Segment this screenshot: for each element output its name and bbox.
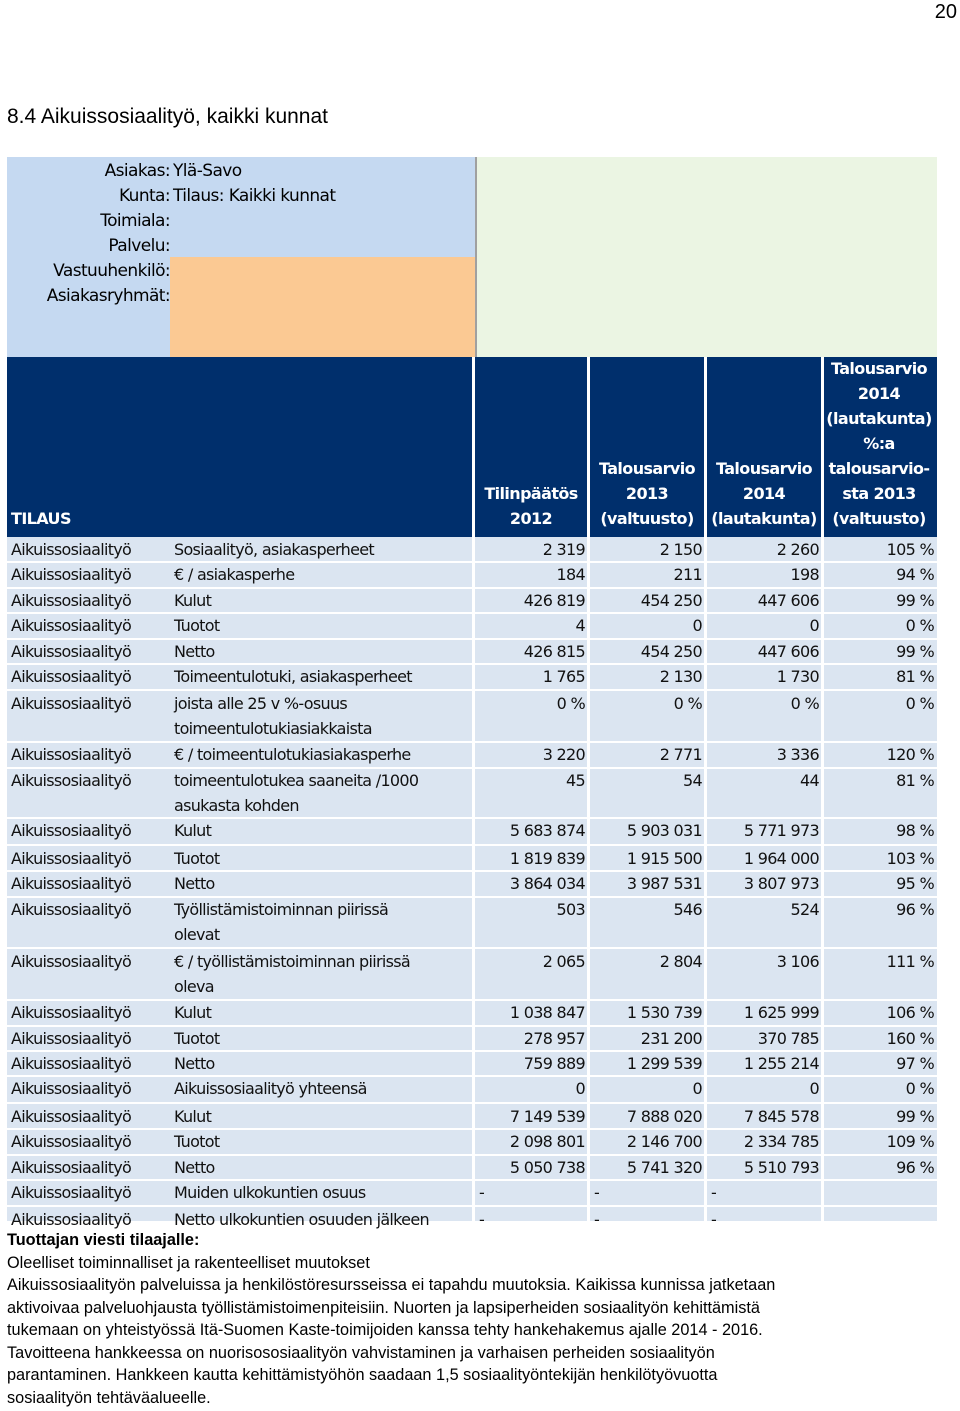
info-label: Toimiala: <box>100 211 170 231</box>
cell-item <box>174 639 474 664</box>
header-tilinpaatos-2012: Tilinpäätös 2012 <box>484 484 578 528</box>
cell-tp2012: 1 819 839 <box>509 848 585 868</box>
cell-item-line: Kulut <box>174 1106 212 1126</box>
cell-unit: Aikuissosiaalityö <box>11 1079 132 1099</box>
cell-ta2013: 0 <box>692 616 702 636</box>
cell-unit: Aikuissosiaalityö <box>11 1003 132 1023</box>
cell-tp2012: 5 050 738 <box>509 1157 585 1177</box>
message-line: Tavoitteena hankkeessa on nuorisososiaalityön vahvistaminen ja varhaisen perheiden sosiaalityön <box>7 1343 715 1362</box>
header-talousarvio-2013: Talousarvio 2013 (valtuusto) <box>598 459 696 528</box>
cell-tp2012: 503 <box>556 899 585 919</box>
cell-tp2012: 3 220 <box>542 745 585 765</box>
cell-item <box>174 871 474 896</box>
cell-unit: Aikuissosiaalityö <box>11 565 132 585</box>
message-line: Aikuissosiaalityön palveluissa ja henkilöstöresursseissa ei tapahdu muutoksia. Kaikissa kunnissa jatketaan <box>7 1276 776 1294</box>
message-line: sosiaalityön tehtäväalueelle. <box>7 1388 211 1407</box>
cell-ta2014: 1 625 999 <box>743 1003 819 1023</box>
info-row <box>7 284 477 309</box>
cell-tp2012: 759 889 <box>523 1054 585 1073</box>
cell-item-line: toimeentulotukiasiakkaista <box>174 719 372 739</box>
cell-tp2012: 7 149 539 <box>509 1106 585 1126</box>
cell-item <box>174 846 474 871</box>
cell-ta2013: 2 771 <box>659 745 702 765</box>
cell-tp2012: - <box>479 1210 485 1230</box>
cell-unit: Aikuissosiaalityö <box>11 874 132 894</box>
cell-ta2013: - <box>594 1183 600 1202</box>
page-number: 20 <box>934 1 957 23</box>
message-line: aktivoivaa palveluohjausta työllistämistoimenpiteisiin. Nuorten ja lapsiperheiden sosiaalityön kehittämistä <box>7 1298 760 1317</box>
cell-unit: Aikuissosiaalityö <box>11 641 132 661</box>
cell-tp2012: 184 <box>556 565 585 585</box>
cell-pct: 81 % <box>896 770 934 790</box>
column-divider <box>704 537 707 1221</box>
cell-tp2012: 5 683 874 <box>509 821 585 841</box>
cell-item <box>174 1155 474 1180</box>
info-row <box>7 159 477 184</box>
cell-item <box>174 949 474 999</box>
cell-item-line: asukasta kohden <box>174 795 299 815</box>
cell-item <box>174 1129 474 1154</box>
cell-ta2013: 5 903 031 <box>626 821 702 841</box>
cell-item <box>174 588 474 613</box>
cell-ta2014: 447 606 <box>757 590 819 610</box>
cell-ta2014: 524 <box>790 899 819 919</box>
cell-ta2013: 2 130 <box>659 667 702 686</box>
cell-tp2012: 0 <box>575 1079 585 1099</box>
cell-ta2014: 5 510 793 <box>743 1157 819 1177</box>
header-talousarvio-2014: Talousarvio 2014 (lautakunta) <box>711 459 817 528</box>
cell-ta2013: 1 915 500 <box>626 848 702 868</box>
cell-unit: Aikuissosiaalityö <box>11 770 132 790</box>
cell-tp2012: 1 765 <box>542 667 585 686</box>
cell-item-line: € / asiakasperhe <box>174 565 295 585</box>
cell-item-line: Tuotot <box>174 848 220 868</box>
cell-item <box>174 537 474 562</box>
cell-item <box>174 818 474 843</box>
cell-unit: Aikuissosiaalityö <box>11 1157 132 1177</box>
column-divider <box>587 537 590 1221</box>
header-percent-change: Talousarvio 2014 (lautakunta) %:a talousarvio- sta 2013 (valtuusto) <box>826 359 932 528</box>
cell-unit: Aikuissosiaalityö <box>11 1106 132 1126</box>
cell-pct: 0 % <box>905 1079 934 1099</box>
cell-item-line: Kulut <box>174 590 212 610</box>
cell-tp2012: 2 319 <box>542 540 585 559</box>
cell-item-line: € / työllistämistoiminnan piirissä <box>174 952 410 972</box>
cell-item-line: Netto <box>174 641 215 661</box>
cell-ta2014: 1 255 214 <box>743 1054 819 1073</box>
cell-pct: 96 % <box>896 899 934 919</box>
cell-item-line: Netto ulkokuntien osuuden jälkeen <box>174 1210 429 1230</box>
cell-ta2013: 3 987 531 <box>626 874 702 894</box>
column-divider <box>821 537 824 1221</box>
info-label: Kunta: <box>118 186 170 206</box>
cell-item-line: Netto <box>174 1054 215 1073</box>
cell-pct: 96 % <box>896 1157 934 1177</box>
cell-ta2013: 231 200 <box>640 1028 702 1048</box>
cell-pct: 97 % <box>896 1054 934 1073</box>
cell-ta2014: 2 334 785 <box>743 1132 819 1152</box>
cell-item-line: Tuotot <box>174 616 220 636</box>
cell-ta2013: 454 250 <box>640 641 702 661</box>
cell-tp2012: 0 % <box>556 694 585 714</box>
info-label: Asiakasryhmät: <box>46 286 170 306</box>
cell-tp2012: 2 098 801 <box>509 1132 585 1152</box>
cell-item-line: Työllistämistoiminnan piirissä <box>174 899 389 919</box>
cell-ta2013: 2 146 700 <box>626 1132 702 1152</box>
cell-ta2014: - <box>711 1210 717 1230</box>
cell-tp2012: 4 <box>575 616 585 636</box>
info-block <box>7 157 937 357</box>
message-line: Oleelliset toiminnalliset ja rakenteelliset muutokset <box>7 1253 370 1272</box>
cell-tp2012: 45 <box>566 770 585 790</box>
cell-ta2014: 3 106 <box>776 952 819 972</box>
cell-ta2014: 2 260 <box>776 540 819 559</box>
info-label: Palvelu: <box>108 236 170 256</box>
cell-ta2014: - <box>711 1183 717 1202</box>
cell-item-line: Toimeentulotuki, asiakasperheet <box>174 667 412 686</box>
cell-unit: Aikuissosiaalityö <box>11 616 132 636</box>
budget-table <box>7 357 937 1230</box>
cell-ta2014: 370 785 <box>757 1028 819 1048</box>
cell-ta2013: - <box>594 1210 600 1230</box>
message-title: Tuottajan viesti tilaajalle: <box>7 1231 200 1249</box>
cell-item-line: Netto <box>174 1157 215 1177</box>
cell-tp2012: 426 819 <box>523 590 585 610</box>
cell-tp2012: - <box>479 1183 485 1202</box>
cell-pct: 0 % <box>905 694 934 714</box>
cell-ta2013: 546 <box>673 899 702 919</box>
cell-pct: 94 % <box>896 565 934 585</box>
cell-item <box>174 897 474 947</box>
cell-pct: 106 % <box>886 1003 934 1023</box>
cell-ta2014: 0 <box>809 616 819 636</box>
cell-pct: 109 % <box>886 1132 934 1152</box>
cell-unit: Aikuissosiaalityö <box>11 667 132 686</box>
cell-item-line: € / toimeentulotukiasiakasperhe <box>174 745 411 765</box>
info-row <box>7 184 477 209</box>
cell-ta2013: 211 <box>673 565 702 585</box>
cell-item <box>174 613 474 638</box>
cell-item-line: Sosiaalityö, asiakasperheet <box>174 540 374 559</box>
cell-tp2012: 1 038 847 <box>509 1003 585 1023</box>
cell-item-line: Muiden ulkokuntien osuus <box>174 1183 366 1202</box>
cell-item <box>174 1026 474 1051</box>
cell-unit: Aikuissosiaalityö <box>11 1183 132 1202</box>
info-label: Asiakas: <box>104 161 170 181</box>
message-line: tukemaan on yhteistyössä Itä-Suomen Kaste-toimijoiden kanssa tehty hankehakemus ajalle 2014 - 2016. <box>7 1321 763 1339</box>
cell-ta2014: 0 <box>809 1079 819 1099</box>
cell-item-line: Aikuissosiaalityö yhteensä <box>174 1079 367 1099</box>
producer-message <box>7 1229 942 1409</box>
cell-unit: Aikuissosiaalityö <box>11 899 132 919</box>
cell-item <box>174 562 474 587</box>
cell-ta2014: 1 964 000 <box>743 848 819 868</box>
info-row <box>7 209 477 234</box>
cell-pct: 98 % <box>896 821 934 841</box>
cell-tp2012: 2 065 <box>542 952 585 972</box>
cell-unit: Aikuissosiaalityö <box>11 952 132 972</box>
cell-unit: Aikuissosiaalityö <box>11 1210 132 1230</box>
cell-item-line: Kulut <box>174 821 212 841</box>
cell-tp2012: 278 957 <box>523 1028 585 1048</box>
cell-item-line: oleva <box>174 977 214 997</box>
cell-ta2014: 44 <box>800 770 819 790</box>
section-heading: 8.4 Aikuissosiaalityö, kaikki kunnat <box>7 105 328 128</box>
cell-tp2012: 3 864 034 <box>509 874 585 894</box>
cell-ta2013: 2 804 <box>659 952 702 972</box>
cell-unit: Aikuissosiaalityö <box>11 1054 132 1073</box>
cell-pct: 103 % <box>886 848 934 868</box>
message-line: parantaminen. Hankkeen kautta kehittämistyöhön saadaan 1,5 sosiaalityöntekijän henkilötyövuotta <box>7 1366 718 1384</box>
cell-ta2013: 0 <box>692 1079 702 1099</box>
cell-item-line: Netto <box>174 874 215 894</box>
cell-ta2014: 3 807 973 <box>743 874 819 894</box>
cell-pct: 81 % <box>896 667 934 686</box>
message-body <box>7 1252 942 1410</box>
info-value: Tilaus: Kaikki kunnat <box>173 186 336 206</box>
info-value: Ylä-Savo <box>173 161 242 181</box>
cell-pct: 99 % <box>896 1106 934 1126</box>
cell-pct: 95 % <box>896 874 934 894</box>
cell-ta2013: 7 888 020 <box>626 1106 702 1126</box>
header-tilaus: TILAUS <box>11 509 71 528</box>
cell-ta2013: 5 741 320 <box>626 1157 702 1177</box>
cell-unit: Aikuissosiaalityö <box>11 745 132 765</box>
cell-item <box>174 1000 474 1025</box>
cell-ta2014: 3 336 <box>776 745 819 765</box>
cell-ta2013: 1 299 539 <box>626 1054 702 1073</box>
cell-item-line: olevat <box>174 924 220 944</box>
cell-item-line: Tuotot <box>174 1028 220 1048</box>
cell-pct: 105 % <box>886 540 934 559</box>
info-label: Vastuuhenkilö: <box>53 261 170 281</box>
cell-item <box>174 1180 474 1205</box>
cell-pct: 99 % <box>896 641 934 661</box>
cell-unit: Aikuissosiaalityö <box>11 694 132 714</box>
cell-pct: 111 % <box>886 952 934 972</box>
cell-ta2013: 0 % <box>673 694 702 714</box>
cell-ta2014: 198 <box>790 565 819 585</box>
column-divider <box>472 537 475 1221</box>
cell-ta2014: 447 606 <box>757 641 819 661</box>
cell-ta2014: 1 730 <box>776 667 819 686</box>
cell-unit: Aikuissosiaalityö <box>11 821 132 841</box>
cell-item <box>174 768 474 818</box>
cell-item <box>174 1104 474 1129</box>
cell-ta2013: 54 <box>683 770 702 790</box>
cell-unit: Aikuissosiaalityö <box>11 1028 132 1048</box>
cell-unit: Aikuissosiaalityö <box>11 540 132 559</box>
cell-item-line: Kulut <box>174 1003 212 1023</box>
info-row <box>7 234 477 259</box>
cell-pct: 99 % <box>896 590 934 610</box>
cell-ta2014: 7 845 578 <box>743 1106 819 1126</box>
cell-item <box>174 664 474 689</box>
table-header <box>7 357 937 537</box>
cell-item-line: joista alle 25 v %-osuus <box>174 694 348 714</box>
cell-item <box>174 1076 474 1101</box>
cell-pct: 160 % <box>886 1028 934 1048</box>
cell-tp2012: 426 815 <box>523 641 585 661</box>
cell-unit: Aikuissosiaalityö <box>11 848 132 868</box>
cell-ta2013: 1 530 739 <box>626 1003 702 1023</box>
cell-item <box>174 1051 474 1076</box>
cell-item <box>174 742 474 767</box>
cell-ta2013: 454 250 <box>640 590 702 610</box>
cell-ta2013: 2 150 <box>659 540 702 559</box>
cell-ta2014: 0 % <box>790 694 819 714</box>
cell-ta2014: 5 771 973 <box>743 821 819 841</box>
cell-pct: 120 % <box>886 745 934 765</box>
cell-item <box>174 691 474 741</box>
cell-unit: Aikuissosiaalityö <box>11 590 132 610</box>
cell-pct: 0 % <box>905 616 934 636</box>
info-row <box>7 259 477 284</box>
cell-item-line: toimeentulotukea saaneita /1000 <box>174 770 419 790</box>
cell-unit: Aikuissosiaalityö <box>11 1132 132 1152</box>
cell-item-line: Tuotot <box>174 1132 220 1152</box>
